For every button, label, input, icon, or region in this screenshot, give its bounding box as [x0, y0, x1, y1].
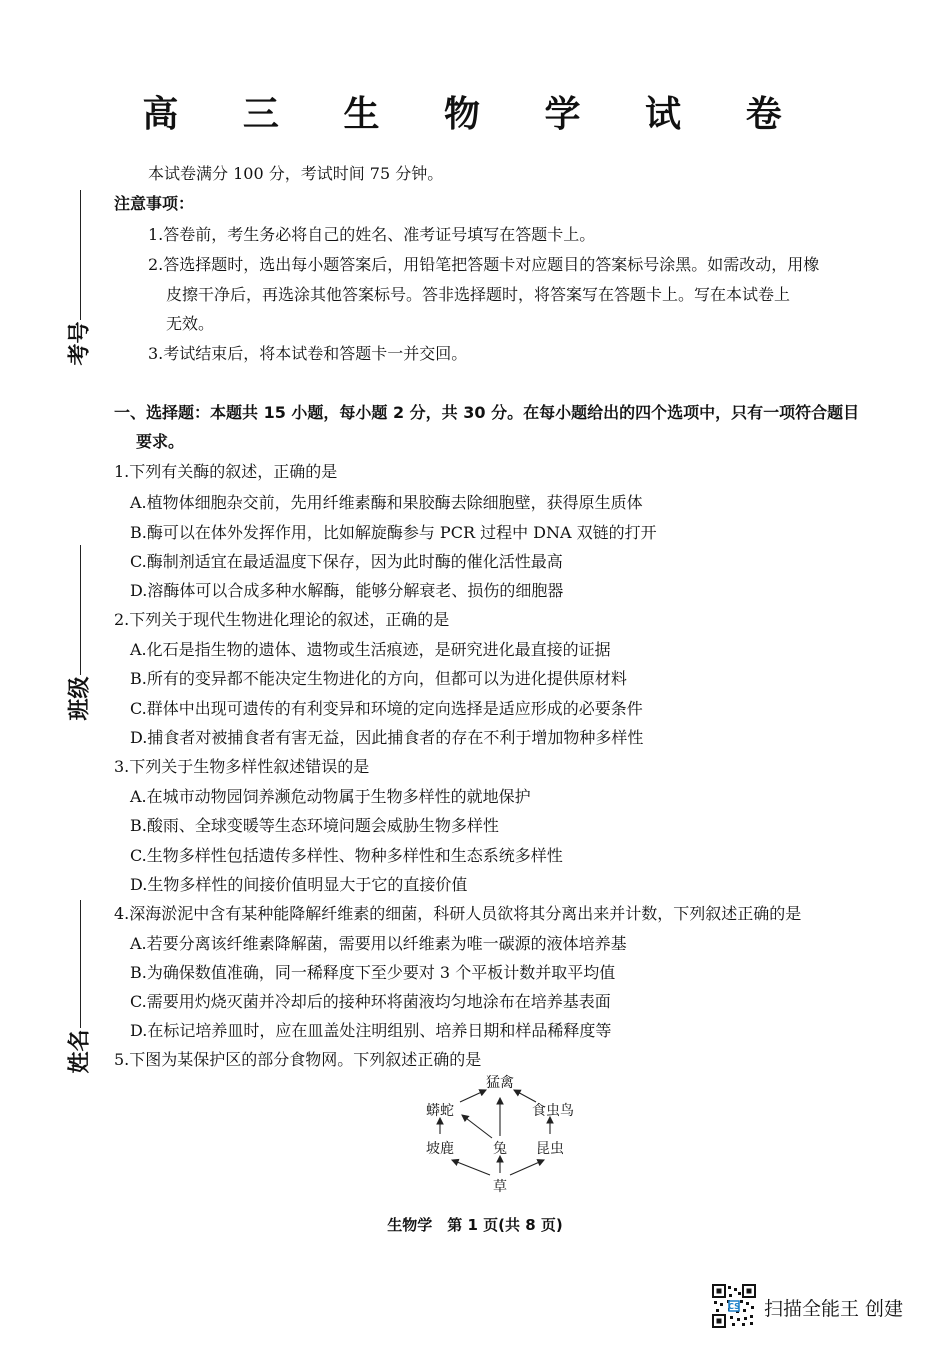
exam-no-label: 考号	[67, 321, 93, 366]
notice-item: 1.答卷前，考生务必将自己的姓名、准考证号填写在答题卡上。	[148, 225, 596, 244]
question-stem: 3.下列关于生物多样性叙述错误的是	[114, 757, 370, 776]
question-stem: 5.下图为某保护区的部分食物网。下列叙述正确的是	[114, 1050, 482, 1069]
question-stem: 1.下列有关酶的叙述，正确的是	[114, 462, 338, 481]
class-blank	[80, 545, 81, 675]
notice-item: 皮擦干净后，再选涂其他答案标号。答非选择题时，将答案写在答题卡上。写在本试卷上	[166, 285, 791, 304]
side-label-exam-no	[46, 190, 93, 366]
question-option: A.若要分离该纤维素降解菌，需要用以纤维素为唯一碳源的液体培养基	[130, 934, 627, 953]
question-option: C.生物多样性包括遗传多样性、物种多样性和生态系统多样性	[130, 846, 563, 865]
question-option: B.为确保数值准确，同一稀释度下至少要对 3 个平板计数并取平均值	[130, 963, 616, 982]
section-heading: 一、选择题：本题共 15 小题，每小题 2 分，共 30 分。在每小题给出的四个选项中，只有一项符合题目	[114, 403, 860, 422]
scanner-watermark: 扫描全能王 创建	[764, 1298, 904, 1320]
notice-item: 2.答选择题时，选出每小题答案后，用铅笔把答题卡对应题目的答案标号涂黑。如需改动，用橡	[148, 255, 820, 274]
question-option: C.群体中出现可遗传的有利变异和环境的定向选择是适应形成的必要条件	[130, 699, 643, 718]
svg-text:CS: CS	[728, 1302, 740, 1311]
exam-no-blank	[80, 190, 81, 320]
class-label: 班级	[67, 676, 93, 721]
question-option: A.化石是指生物的遗体、遗物或生活痕迹，是研究进化最直接的证据	[130, 640, 611, 659]
section-heading-cont: 要求。	[136, 432, 185, 451]
node-bird: 食虫鸟	[532, 1103, 574, 1119]
question-option: B.酸雨、全球变暖等生态环境问题会威胁生物多样性	[130, 816, 499, 835]
side-label-name	[46, 900, 92, 1075]
node-insect: 昆虫	[536, 1141, 564, 1157]
question-option: A.植物体细胞杂交前，先用纤维素酶和果胶酶去除细胞壁，获得原生质体	[130, 493, 643, 512]
question-option: D.溶酶体可以合成多种水解酶，能够分解衰老、损伤的细胞器	[130, 581, 564, 600]
question-option: C.需要用灼烧灭菌并冷却后的接种环将菌液均匀地涂布在培养基表面	[130, 992, 611, 1011]
question-stem: 2.下列关于现代生物进化理论的叙述，正确的是	[114, 610, 450, 629]
question-option: B.所有的变异都不能决定生物进化的方向，但都可以为进化提供原材料	[130, 669, 627, 688]
name-blank	[80, 900, 81, 1028]
notice-item: 无效。	[166, 314, 215, 333]
page-title: 高 三 生 物 学 试 卷	[142, 94, 808, 135]
question-option: D.在标记培养皿时，应在皿盖处注明组别、培养日期和样品稀释度等	[130, 1021, 612, 1040]
question-option: D.捕食者对被捕食者有害无益，因此捕食者的存在不利于增加物种多样性	[130, 728, 644, 747]
food-web-diagram	[420, 1070, 590, 1200]
side-label-class	[46, 545, 92, 725]
name-label: 姓名	[67, 1029, 93, 1074]
node-deer: 坡鹿	[426, 1141, 454, 1157]
node-snake: 蟒蛇	[426, 1103, 454, 1119]
question-option: D.生物多样性的间接价值明显大于它的直接价值	[130, 875, 468, 894]
page-footer: 生物学 第 1 页(共 8 页)	[387, 1216, 563, 1234]
question-option: A.在城市动物园饲养濒危动物属于生物多样性的就地保护	[130, 787, 531, 806]
intro-text: 本试卷满分 100 分，考试时间 75 分钟。	[148, 164, 444, 183]
qr-code-icon	[712, 1284, 756, 1328]
notice-heading: 注意事项：	[114, 194, 195, 213]
node-rabbit: 兔	[493, 1141, 507, 1157]
notice-item: 3.考试结束后，将本试卷和答题卡一并交回。	[148, 344, 468, 363]
node-grass: 草	[493, 1179, 507, 1195]
question-option: C.酶制剂适宜在最适温度下保存，因为此时酶的催化活性最高	[130, 552, 563, 571]
question-stem: 4.深海淤泥中含有某种能降解纤维素的细菌，科研人员欲将其分离出来并计数，下列叙述正确的是	[114, 904, 802, 923]
node-eagle: 猛禽	[486, 1075, 514, 1091]
question-option: B.酶可以在体外发挥作用，比如解旋酶参与 PCR 过程中 DNA 双链的打开	[130, 523, 657, 542]
